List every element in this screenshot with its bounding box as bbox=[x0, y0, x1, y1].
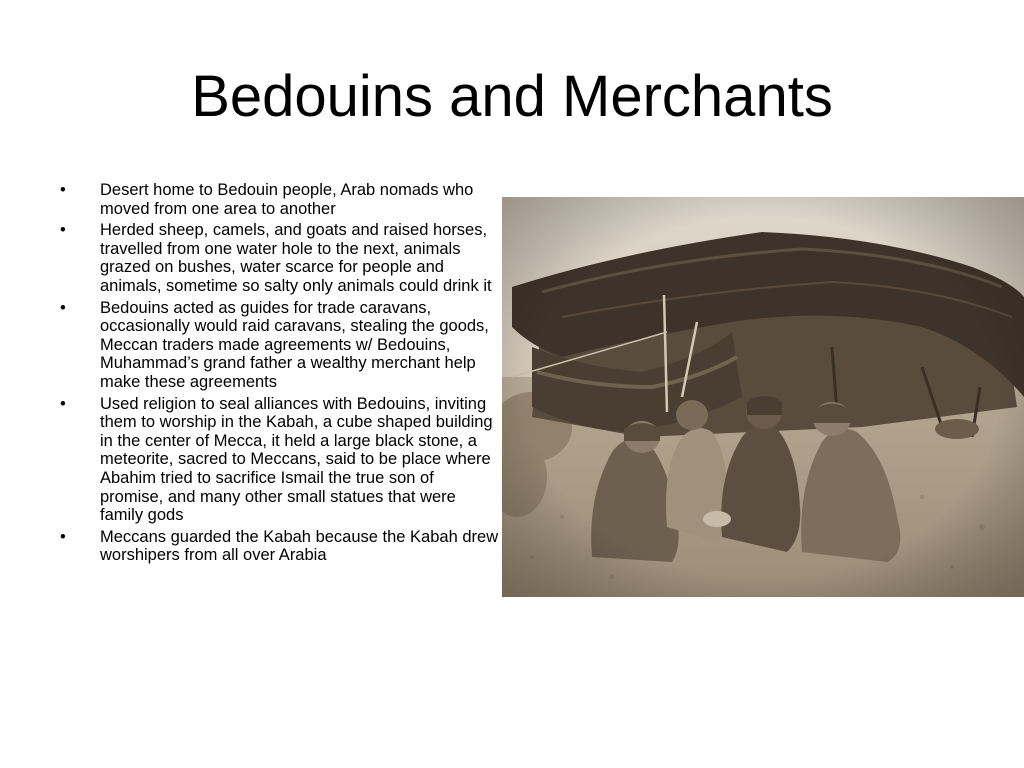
bullet-icon: • bbox=[60, 394, 66, 413]
bullet-item bbox=[60, 221, 500, 295]
bullet-text: Used religion to seal alliances with Bedouins, inviting them to worship in the Kabah, a cube shaped building in the center of Mecca, it held a large black stone, a meteorite, sacred to Meccans, said to be place where Abahim tried to sacrifice Ismail the true son of promise, and many other small statues that were family gods bbox=[100, 394, 493, 525]
bedouin-tent-photo bbox=[502, 197, 1024, 597]
bullet-item bbox=[60, 181, 500, 218]
bullet-text: Bedouins acted as guides for trade caravans, occasionally would raid caravans, stealing the goods, Meccan traders made agreements w/ Bedouins, Muhammad’s grand father a wealthy merchant help make these agreements bbox=[100, 298, 489, 391]
bullet-icon: • bbox=[60, 181, 66, 199]
bullet-text: Meccans guarded the Kabah because the Kabah drew worshipers from all over Arabia bbox=[100, 527, 499, 565]
vignette bbox=[502, 197, 1024, 597]
bullet-item bbox=[60, 395, 500, 525]
bullet-icon: • bbox=[60, 527, 66, 546]
bullet-list bbox=[60, 181, 500, 568]
bedouin-tent-illustration bbox=[502, 197, 1024, 597]
bullet-text: Herded sheep, camels, and goats and raised horses, travelled from one water hole to the next, animals grazed on bushes, water scarce for people and animals, sometime so salty only animals could drink it bbox=[100, 221, 492, 295]
bullet-item bbox=[60, 528, 500, 565]
bullet-text: Desert home to Bedouin people, Arab nomads who moved from one area to another bbox=[100, 181, 474, 218]
slide-title: Bedouins and Merchants bbox=[191, 64, 833, 129]
bullet-item bbox=[60, 299, 500, 392]
bullet-icon: • bbox=[60, 221, 66, 240]
bullet-icon: • bbox=[60, 298, 66, 317]
